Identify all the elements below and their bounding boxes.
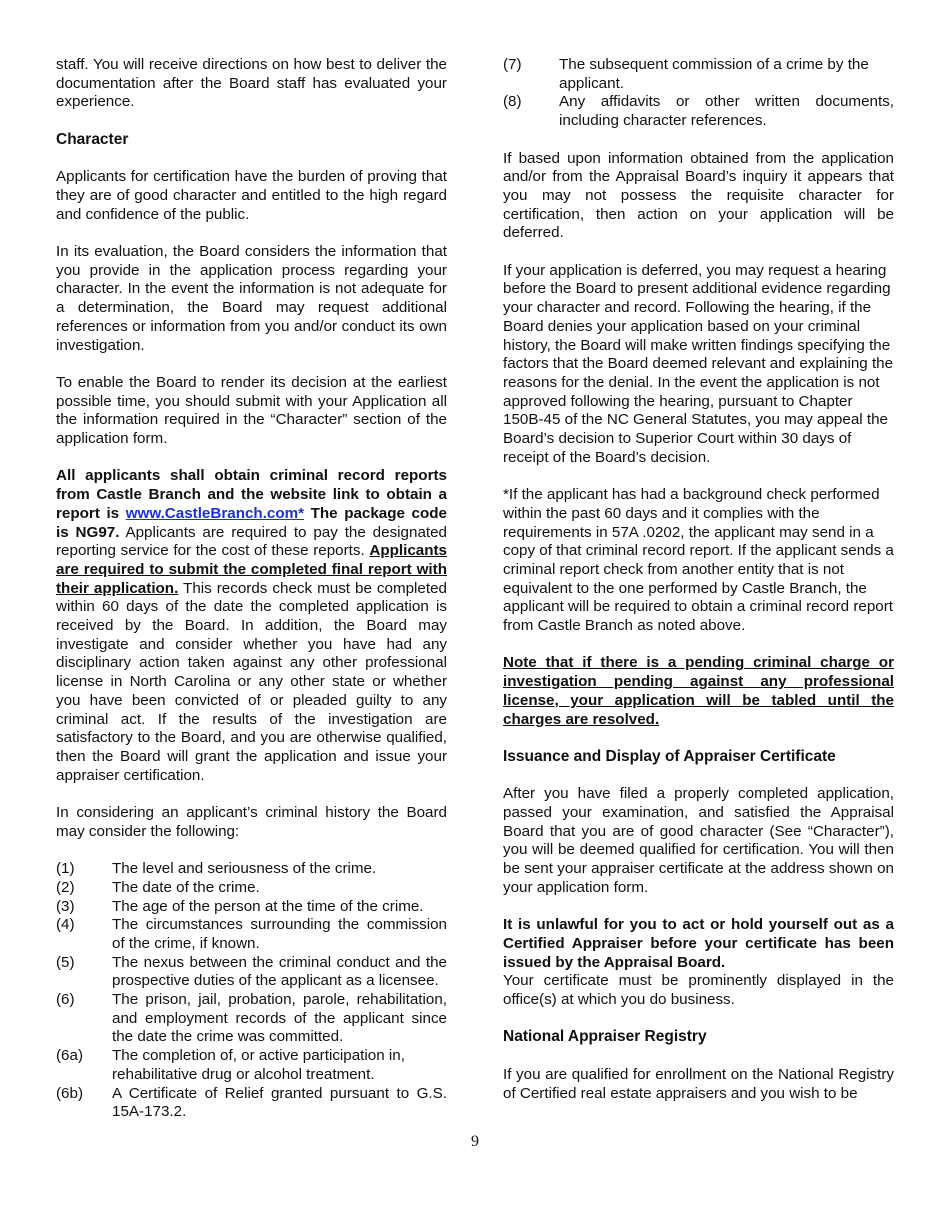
list-item-text: The completion of, or active participation in, rehabilitative drug or alcohol treatment.	[112, 1047, 405, 1083]
list-item-text: Any affidavits or other written documents, including character references.	[559, 93, 894, 130]
payment-note: Applicants are required to pay the designated reporting service for the cost of these reports.	[56, 523, 447, 560]
deferred-paragraph: If based upon information obtained from the application and/or from the Appraisal Board’s inquiry it appears that you may not possess the requisite character for certification, then action on your application will be deferred.	[503, 149, 894, 242]
list-item-number: (2)	[56, 878, 75, 896]
list-item-number: (3)	[56, 897, 75, 915]
list-item-text: The circumstances surrounding the commission of the crime, if known.	[112, 916, 447, 952]
right-column	[503, 56, 894, 1122]
list-item-text: The age of the person at the time of the crime.	[112, 897, 424, 915]
registry-heading: National Appraiser Registry	[503, 1028, 707, 1046]
list-item-text: The level and seriousness of the crime.	[112, 860, 377, 878]
list-item-text: The subsequent commission of a crime by the applicant.	[559, 56, 869, 92]
left-column	[56, 56, 447, 1141]
list-item	[56, 879, 447, 898]
list-item-number: (6)	[56, 991, 75, 1009]
character-paragraph-2: In its evaluation, the Board considers the information that you provide in the application process regarding your character. In the event the information is not adequate for a determination, the Board may request additional references or information from you and/or conduct its own investigation.	[56, 242, 447, 354]
registry-paragraph: If you are qualified for enrollment on the National Registry of Certified real estate appraisers and you wish to be	[503, 1065, 894, 1102]
list-item-text: The date of the crime.	[112, 878, 260, 896]
criteria-list-left	[56, 860, 447, 1122]
list-item-text: A Certificate of Relief granted pursuant to G.S. 15A-173.2.	[112, 1084, 447, 1121]
criminal-record-paragraph	[56, 467, 447, 785]
background-check-paragraph: *If the applicant has had a background check performed within the past 60 days and it complies with the requirements in 57A .0202, the applicant may send in a copy of that criminal record report. If the applicant sends a criminal report check from another entity that is not equivalent to the one performed by Castle Branch, the applicant will be required to obtain a criminal record report from Castle Branch as noted above.	[503, 486, 894, 635]
list-item	[56, 1085, 447, 1122]
list-item-number: (8)	[503, 93, 522, 111]
hearing-paragraph: If your application is deferred, you may request a hearing before the Board to present additional evidence regarding your character and record. Following the hearing, if the Board denies your application based on your criminal history, the Board will make written findings specifying the factors that the Board deemed relevant and explaining the reasons for the denial. In the event the application is not approved following the hearing, pursuant to Chapter 150B-45 of the NC General Statutes, you may appeal the Board’s decision to Superior Court within 30 days of receipt of the Board’s decision.	[503, 261, 894, 466]
package-code: The package code is NG97.	[56, 504, 447, 541]
list-item-number: (6b)	[56, 1084, 84, 1102]
character-paragraph-3: To enable the Board to render its decision at the earliest possible time, you should submit with your Application all the information required in the “Character” section of the application form.	[56, 373, 447, 447]
list-item	[503, 93, 894, 130]
list-item-number: (5)	[56, 953, 75, 971]
list-item-number: (6a)	[56, 1047, 84, 1065]
list-item-number: (4)	[56, 916, 75, 934]
list-item	[56, 916, 447, 953]
character-paragraph-1: Applicants for certification have the burden of proving that they are of good character and entitled to the high regard and confidence of the public.	[56, 168, 447, 223]
issuance-paragraph: After you have filed a properly completed application, passed your examination, and satisfied the Appraisal Board that you are of good character (See “Character”), you will be deemed qualified for certification. You will then be sent your appraiser certificate at the address shown on your application form.	[503, 785, 894, 896]
list-item	[503, 56, 894, 93]
list-item-number: (1)	[56, 860, 75, 878]
character-heading: Character	[56, 130, 129, 148]
records-check-details: This records check must be completed within 60 days of the date the completed application is received by the Board. In addition, the Board may investigate and consider whether you have had any disciplinary action taken against any other professional license in North Carolina or any other state or whether you have been convicted of or pleaded guilty to any criminal act. If the results of the investigation are satisfactory to the Board, and you are otherwise qualified, then the Board will grant the application and issue your appraiser certification.	[56, 579, 447, 784]
castlebranch-link[interactable]: www.CastleBranch.com*	[125, 504, 305, 522]
pending-charge-note: Note that if there is a pending criminal charge or investigation pending against any professional license, your application will be tabled until the charges are resolved.	[503, 654, 894, 728]
list-item	[56, 991, 447, 1047]
issuance-heading: Issuance and Display of Appraiser Certificate	[503, 747, 836, 765]
list-item-text: The prison, jail, probation, parole, rehabilitation, and employment records of the applicant since the date the crime was committed.	[112, 991, 447, 1046]
page-number: 9	[471, 1133, 479, 1150]
list-item	[56, 898, 447, 917]
list-item	[56, 1047, 447, 1084]
display-paragraph: Your certificate must be prominently displayed in the office(s) at which you do business.	[503, 972, 894, 1009]
intro-paragraph: staff. You will receive directions on how best to deliver the documentation after the Board staff has evaluated your experience.	[56, 56, 447, 111]
list-item-text: The nexus between the criminal conduct and the prospective duties of the applicant as a licensee.	[112, 953, 447, 990]
criteria-list-right	[503, 56, 894, 131]
submit-report-requirement: Applicants are required to submit the completed final report with their application.	[56, 542, 447, 597]
criminal-record-requirement: All applicants shall obtain criminal record reports from Castle Branch and the website link to obtain a report is	[56, 467, 447, 522]
considering-paragraph: In considering an applicant’s criminal history the Board may consider the following:	[56, 804, 447, 840]
list-item	[56, 954, 447, 991]
unlawful-warning: It is unlawful for you to act or hold yourself out as a Certified Appraiser before your certificate has been issued by the Appraisal Board.	[503, 916, 894, 971]
list-item	[56, 860, 447, 879]
list-item-number: (7)	[503, 56, 522, 73]
